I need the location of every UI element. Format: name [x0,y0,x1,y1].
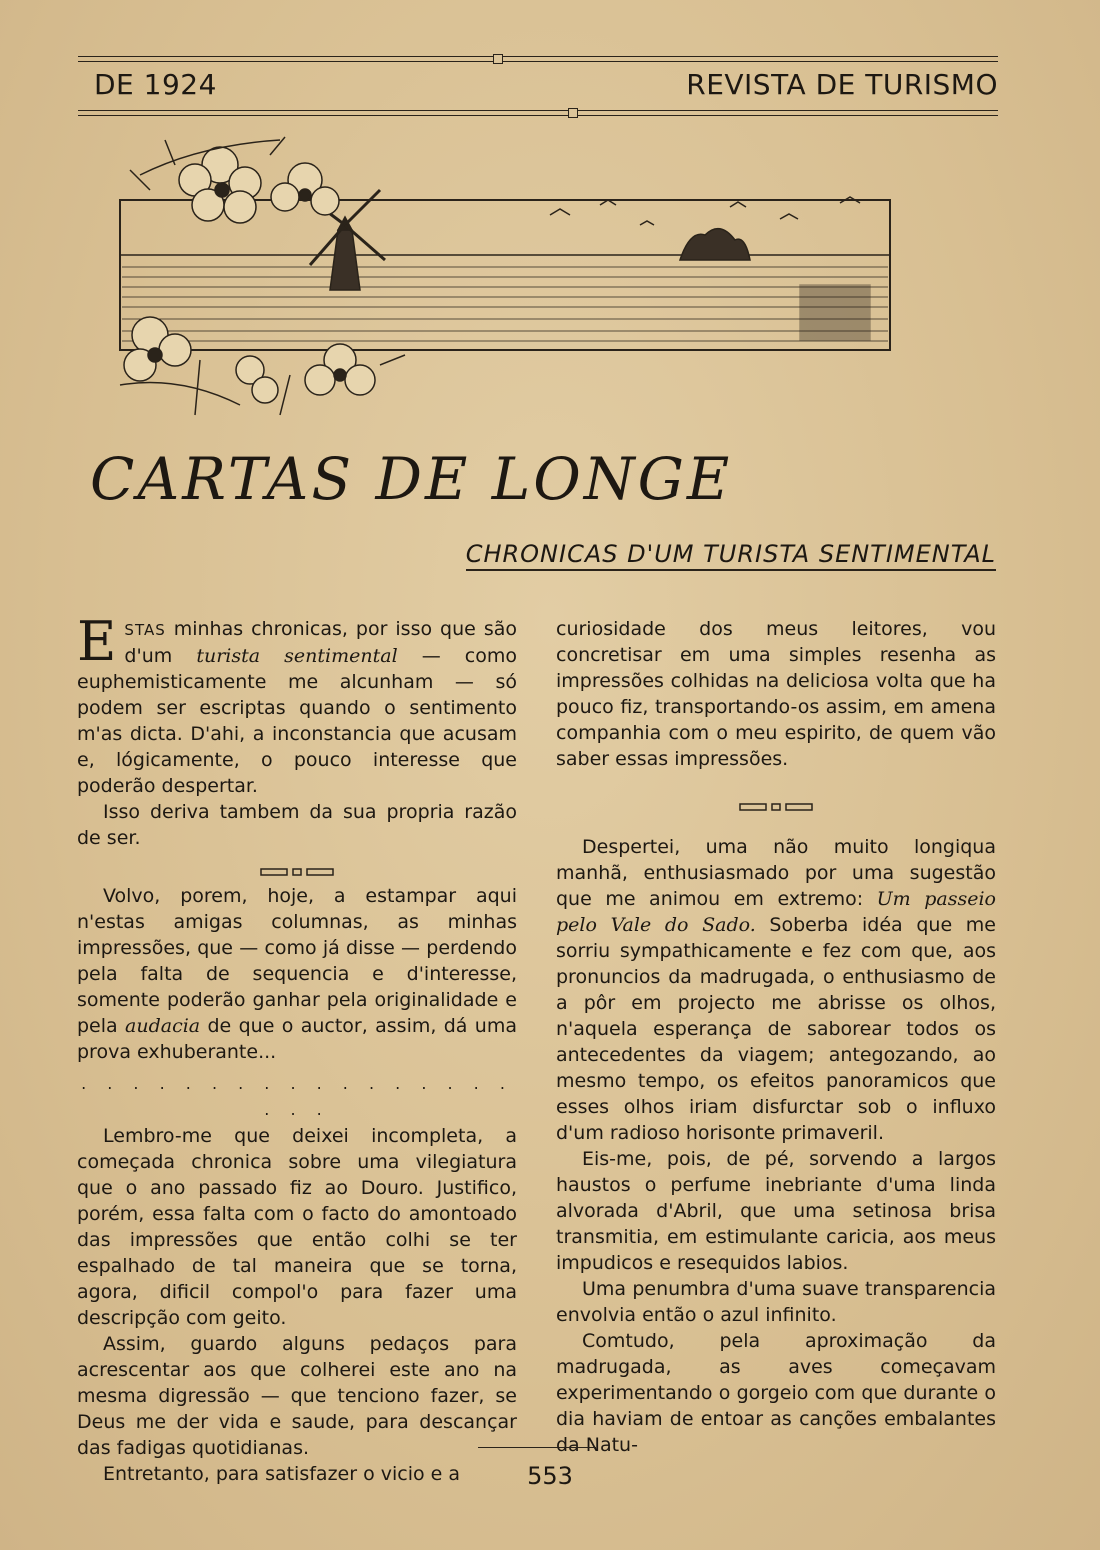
italic-text-run: turista sentimental [196,645,398,667]
header-rule-bottom [78,110,998,116]
drop-cap: E [77,610,117,673]
dotted-separator: . . . . . . . . . . . . . . . . . . . . [81,1074,513,1119]
article-subtitle: CHRONICAS D'UM TURISTA SENTIMENTAL [466,540,996,571]
paragraph: Comtudo, pela aproximação da madrugada, as aves começavam experimentando o gorgeio com que durante o dia haviam de entoar as canções embalantes da Natu- [556,1330,996,1456]
paragraph [556,834,996,1146]
italic-text-run: Um passeio pelo Vale do Sado. [556,888,996,936]
text-run: de que o auctor, assim, dá uma prova exhuberante... [77,1015,517,1063]
small-caps-lead: STAS [124,621,166,639]
text-run: — como euphemisticamente me alcunham — só podem ser escriptas quando o sentimento m'as dicta. D'ahi, a inconstancia que acusam e, lógicamente, o pouco interesse que poderão despertar. [77,645,518,797]
footer-rule [478,1447,596,1448]
section-ornament [77,859,517,873]
paragraph [77,883,517,1065]
paragraph: Lembro-me que deixei incompleta, a começada chronica sobre uma vilegiatura que o ano passado fiz ao Douro. Justifico, porém, essa falta com o facto do amontoado das impressões que então colhi se ter espalhado de tal maneira que se torna, agora, dificil compol'o para fazer uma descripção com geito. [77,1125,517,1329]
ornament-icon [260,866,334,878]
ornament-icon [739,801,813,813]
header-magazine-name: REVISTA DE TURISMO [686,68,998,101]
text-run: Soberba idéa que me sorriu sympathicamente e fez com que, aos pronuncios da madrugada, o enthusiasmo de a pôr em projecto me abrisse os olhos, n'aquela esperança de saborear todos os antecedentes da viagem; antegozando, ao mesmo tempo, os efeitos panoramicos que esses olhos iriam disfurctar sob o influxo d'um radioso horisonte primaveril. [556,914,996,1144]
header-ornament-box [568,108,578,118]
paragraph: curiosidade dos meus leitores, vou concretisar em uma simples resenha as impressões colhidas na deliciosa volta que ha pouco fiz, transportando-os assim, em amena companhia com o meu espirito, de quem vão saber essas impressões. [556,618,996,770]
section-ornament [556,794,996,808]
text-column-right [556,616,996,1458]
text-run: Despertei, uma não muito longiqua manhã, enthusiasmado por uma sugestão que me animou em extremo: [556,836,996,910]
italic-text-run: audacia [125,1015,201,1037]
header-date: DE 1924 [94,68,217,101]
paragraph: Uma penumbra d'uma suave transparencia envolvia então o azul infinito. [556,1278,996,1326]
page-number: 553 [527,1462,573,1490]
windmill-landscape-illustration [80,135,910,420]
paragraph [77,610,518,799]
text-run: Volvo, porem, hoje, a estampar aqui n'estas amigas columnas, as minhas impressões, que — como já disse — perdendo pela falta de sequencia e d'interesse, somente poderão ganhar pela originalidade e pela [77,885,517,1037]
text-run: minhas chronicas, por isso que são d'um [124,618,517,667]
header-ornament-box [493,54,503,64]
paragraph: Eis-me, pois, de pé, sorvendo a largos haustos o perfume inebriante d'uma linda alvorada d'Abril, que uma setinosa brisa transmitia, em estimulante caricia, aos meus impudicos e resequidos labios. [556,1148,996,1274]
text-column-left [77,610,518,1487]
paragraph: Isso deriva tambem da sua propria razão de ser. [77,801,517,849]
paragraph: Assim, guardo alguns pedaços para acrescentar aos que colherei este ano na mesma digressão — que tenciono fazer, se Deus me der vida e saude, para descançar das fadigas quotidianas. [77,1333,517,1459]
header-rule-top [78,56,998,62]
paragraph: Entretanto, para satisfazer o vicio e a [103,1463,461,1485]
article-title: CARTAS DE LONGE [90,445,733,513]
